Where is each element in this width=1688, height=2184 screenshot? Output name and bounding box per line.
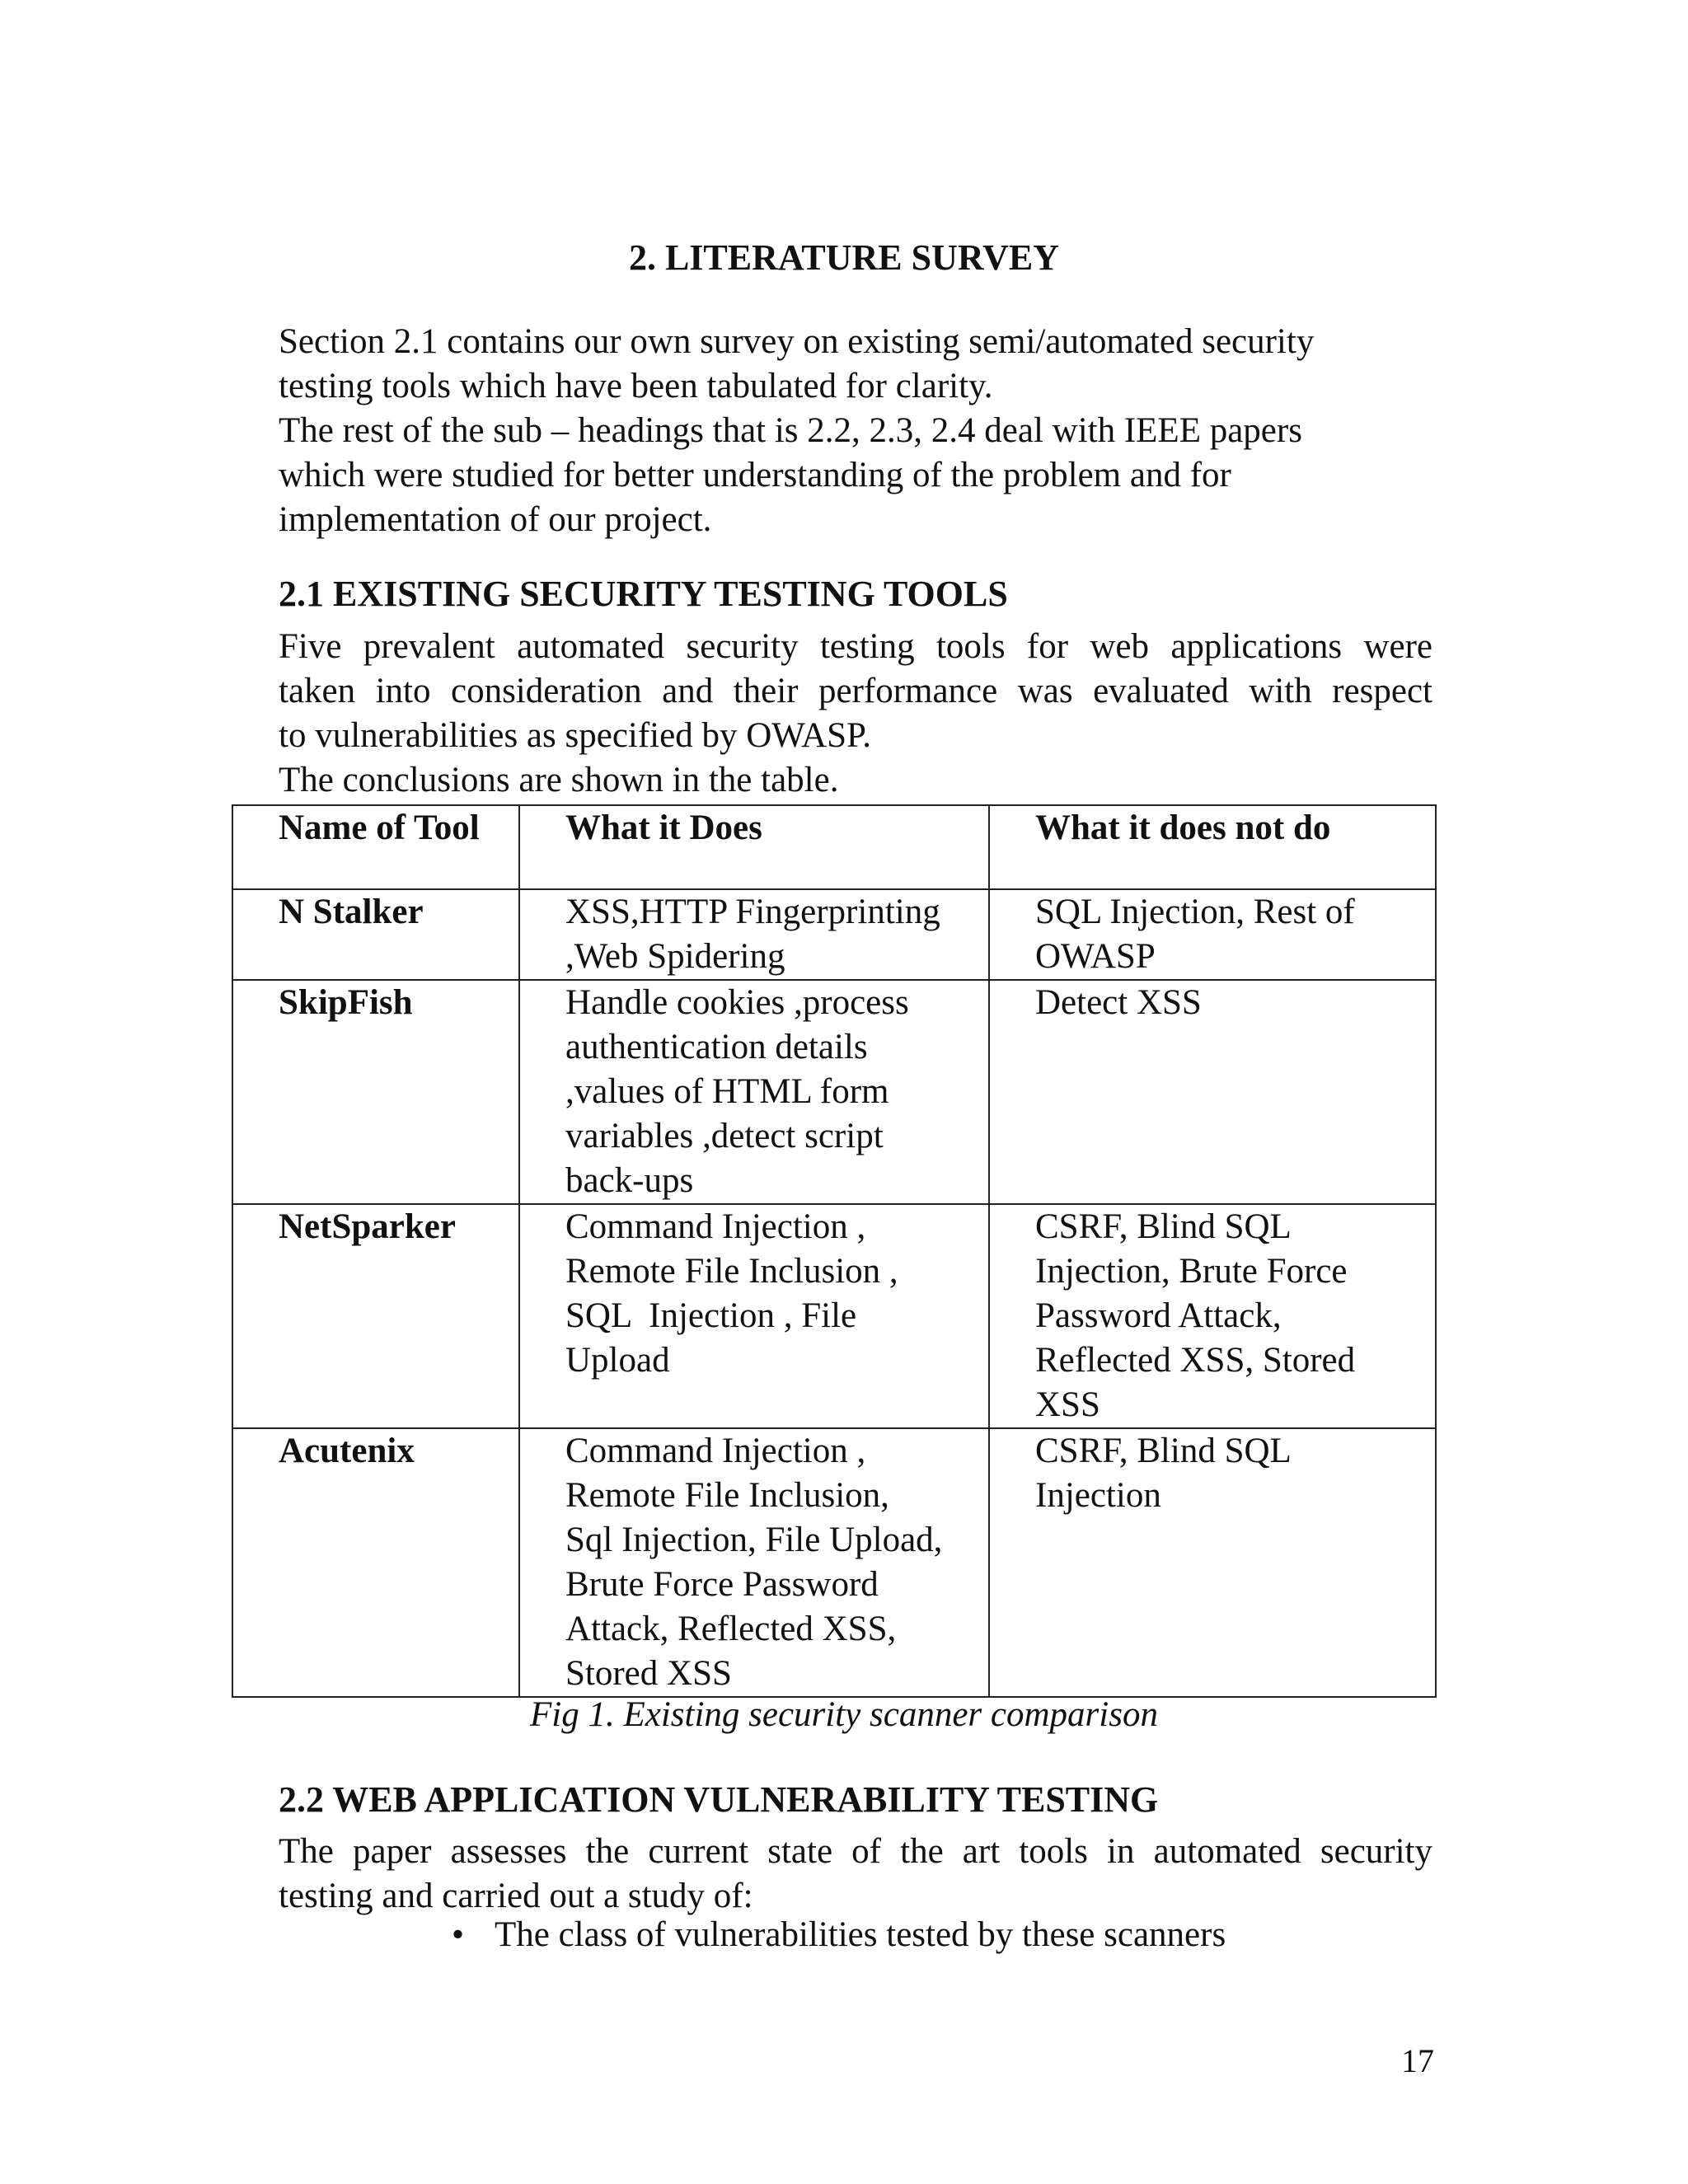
tool-name-cell: N Stalker xyxy=(232,889,519,980)
does-cell xyxy=(519,889,989,980)
section-2-1-heading: 2.1 EXISTING SECURITY TESTING TOOLS xyxy=(279,574,1008,614)
intro-line: Section 2.1 contains our own survey on existing semi/automated security xyxy=(279,322,1315,361)
does-line: ,Web Spidering xyxy=(565,937,785,976)
table-row xyxy=(232,889,1436,980)
does-not-cell xyxy=(989,1428,1436,1697)
does-line: SQL Injection , File xyxy=(565,1296,857,1335)
does-cell xyxy=(519,980,989,1204)
section-2-1-line: The conclusions are shown in the table. xyxy=(279,761,839,799)
header-what-it-does-not-do: What it does not do xyxy=(989,805,1436,889)
bullet-text: The class of vulnerabilities tested by these scanners xyxy=(495,1915,1226,1954)
table-row xyxy=(232,1428,1436,1697)
tool-name-cell: Acutenix xyxy=(232,1428,519,1697)
figure-caption: Fig 1. Existing security scanner comparison xyxy=(530,1695,1158,1734)
section-2-1-paragraph xyxy=(279,625,1432,803)
does-line: Sql Injection, File Upload, xyxy=(565,1521,943,1559)
section-2-2-line: testing and carried out a study of: xyxy=(279,1877,753,1915)
tool-name-cell: SkipFish xyxy=(232,980,519,1204)
does-line: back-ups xyxy=(565,1161,694,1200)
does-not-line: Injection xyxy=(1035,1476,1161,1515)
intro-line: which were studied for better understanding of the problem and for xyxy=(279,456,1231,494)
does-not-line: SQL Injection, Rest of xyxy=(1035,893,1355,931)
section-2-1-line: to vulnerabilities as specified by OWASP. xyxy=(279,716,871,755)
section-2-2-paragraph xyxy=(279,1830,1432,1919)
section-2-2-line: The paper assesses the current state of the art tools in automated security xyxy=(279,1832,1432,1871)
does-line: Brute Force Password xyxy=(565,1565,879,1604)
does-line: Remote File Inclusion, xyxy=(565,1476,889,1515)
does-line: variables ,detect script xyxy=(565,1117,884,1155)
table-row xyxy=(232,1204,1436,1428)
tools-comparison-table xyxy=(232,804,1437,1698)
does-line: Command Injection , xyxy=(565,1432,866,1470)
table-header-row xyxy=(232,805,1436,889)
header-what-it-does: What it Does xyxy=(519,805,989,889)
does-not-line: CSRF, Blind SQL xyxy=(1035,1207,1292,1246)
does-cell xyxy=(519,1428,989,1697)
intro-line: testing tools which have been tabulated for clarity. xyxy=(279,367,993,405)
does-not-line: Password Attack, xyxy=(1035,1296,1282,1335)
does-not-cell xyxy=(989,1204,1436,1428)
does-not-line: OWASP xyxy=(1035,937,1156,976)
does-line: Command Injection , xyxy=(565,1207,866,1246)
intro-line: The rest of the sub – headings that is 2.2, 2.3, 2.4 deal with IEEE papers xyxy=(279,411,1302,450)
does-line: Handle cookies ,process xyxy=(565,983,909,1022)
table-row xyxy=(232,980,1436,1204)
section-2-1-line: Five prevalent automated security testing tools for web applications were xyxy=(279,627,1432,666)
page-number: 17 xyxy=(1401,2042,1434,2079)
bullet-list-item xyxy=(452,1912,1226,1958)
bullet-icon: • xyxy=(452,1915,465,1954)
chapter-title: 2. LITERATURE SURVEY xyxy=(628,237,1060,278)
does-line: Attack, Reflected XSS, xyxy=(565,1610,897,1648)
does-line: Upload xyxy=(565,1341,670,1380)
tool-name-cell: NetSparker xyxy=(232,1204,519,1428)
header-name-of-tool: Name of Tool xyxy=(232,805,519,889)
intro-paragraph xyxy=(279,320,1432,542)
does-not-cell xyxy=(989,980,1436,1204)
section-2-2-heading: 2.2 WEB APPLICATION VULNERABILITY TESTING xyxy=(279,1779,1159,1820)
intro-line: implementation of our project. xyxy=(279,500,712,539)
does-line: Stored XSS xyxy=(565,1654,732,1693)
does-line: ,values of HTML form xyxy=(565,1072,889,1111)
does-not-line: Reflected XSS, Stored xyxy=(1035,1341,1356,1380)
does-not-line: XSS xyxy=(1035,1385,1100,1424)
does-cell xyxy=(519,1204,989,1428)
does-line: Remote File Inclusion , xyxy=(565,1252,898,1291)
does-line: XSS,HTTP Fingerprinting xyxy=(565,893,940,931)
does-not-line: Detect XSS xyxy=(1035,983,1202,1022)
does-line: authentication details xyxy=(565,1028,868,1066)
does-not-cell xyxy=(989,889,1436,980)
does-not-line: Injection, Brute Force xyxy=(1035,1252,1348,1291)
section-2-1-line: taken into consideration and their performance was evaluated with respect xyxy=(279,672,1432,710)
does-not-line: CSRF, Blind SQL xyxy=(1035,1432,1292,1470)
